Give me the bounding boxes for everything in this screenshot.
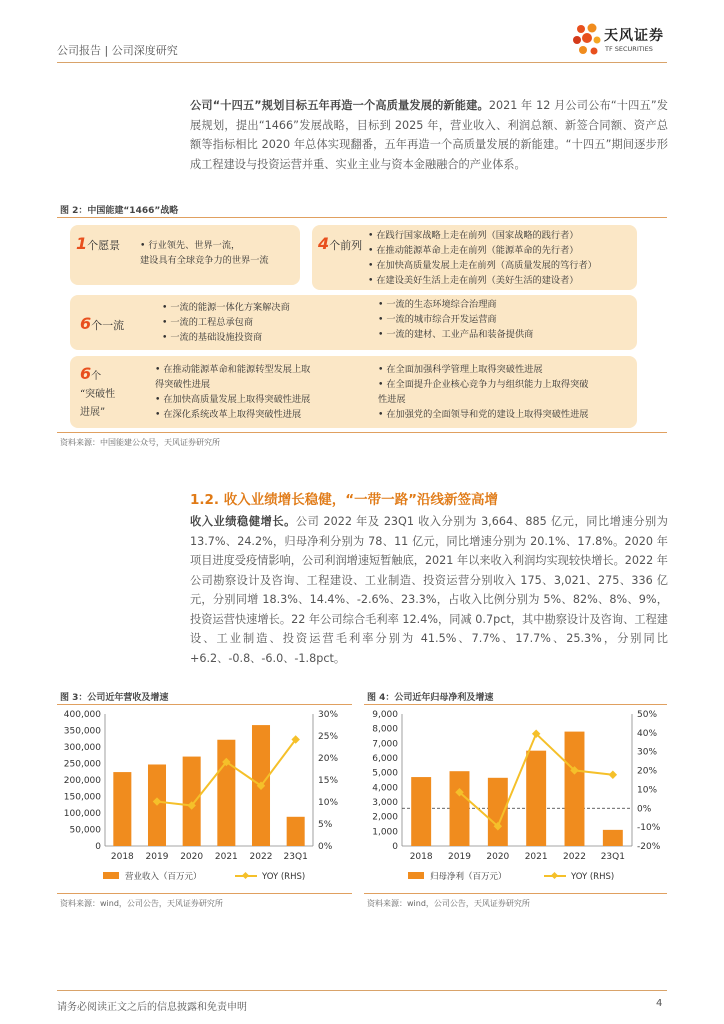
net-profit-chart [364,706,667,891]
y-right-tick-label: 5% [318,820,333,830]
y-right-tick-label: -10% [637,823,661,834]
bar [603,830,623,846]
figure2-title: 图 2：中国能建“1466”战略 [60,206,179,216]
bar [113,772,131,846]
x-tick-label: 2020 [486,852,510,862]
x-tick-label: 2018 [110,852,134,862]
figure3-bottom-divider [57,893,352,894]
first-class-left-1: • 一流的能源一体化方案解决商 [162,302,290,313]
forefront-item-1: • 在践行国家战略上走在前列（国家战略的践行者） [368,230,579,241]
breakthrough-right-1: • 在全面加强科学管理上取得突破性进展 [378,364,543,375]
first-class-left-3: • 一流的基础设施投资商 [162,332,263,343]
revenue-chart [57,706,352,891]
vision-heading: 1个愿景 [76,234,121,253]
first-class-right-3: • 一流的建材、工业产品和装备提供商 [378,329,534,340]
figure2-source: 资料来源：中国能建公众号，天风证券研究所 [60,438,220,447]
y-left-tick-label: 0 [392,842,398,852]
y-left-tick-label: 6,000 [372,754,398,764]
figure4-top-divider [364,704,667,705]
figure4-title: 图 4：公司近年归母净利及增速 [367,693,494,703]
footer-divider [57,990,667,991]
intro-lead: 公司“十四五”规划目标五年再造一个高质量发展的新能建。 [190,99,489,112]
bar [565,732,585,846]
figure4-bottom-divider [364,893,667,894]
first-class-right-2: • 一流的城市综合开发运营商 [378,314,497,325]
vision-item-2: 建设具有全球竞争力的世界一流 [140,255,269,266]
x-tick-label: 2019 [145,852,169,862]
y-left-tick-label: 400,000 [63,710,101,720]
section-paragraph [190,512,668,668]
logo-text-cn: 天风证券 [604,28,664,44]
y-right-tick-label: 20% [318,754,339,764]
figure2-top-divider [57,217,667,218]
forefront-heading: 4个前列 [318,234,363,253]
y-left-tick-label: 200,000 [63,776,101,786]
breakthrough-right-3: 性进展 [378,394,406,405]
y-left-tick-label: 9,000 [372,710,398,720]
x-tick-label: 2018 [409,852,433,862]
y-right-tick-label: 50% [637,710,658,720]
legend-line-marker [551,872,558,879]
y-right-tick-label: 30% [637,747,658,758]
logo-mark-icon [572,22,602,58]
y-left-tick-label: 350,000 [63,726,101,737]
figure3-source: 资料来源：wind，公司公告，天风证券研究所 [60,899,223,908]
breakthrough-right-2: • 在全面提升企业核心竞争力与组织能力上取得突破 [378,379,589,390]
breakthrough-left-1: • 在推动能源革命和能源转型发展上取 [155,364,311,375]
first-class-left-2: • 一流的工程总承包商 [162,317,254,328]
y-right-tick-label: 25% [318,732,339,742]
bar [411,777,431,846]
bar [287,817,305,846]
y-left-tick-label: 250,000 [63,759,101,770]
figure2-bottom-divider [57,432,667,433]
legend-bar-label: 归母净利（百万元） [430,872,507,882]
breakthrough-right-4: • 在加强党的全面领导和党的建设上取得突破性进展 [378,409,589,420]
x-tick-label: 2021 [214,852,238,862]
breakthrough-left-4: • 在深化系统改革上取得突破性进展 [155,409,302,420]
y-left-tick-label: 1,000 [372,827,398,838]
bar [450,771,470,846]
y-left-tick-label: 8,000 [372,724,398,735]
y-left-tick-label: 5,000 [372,768,398,779]
y-right-tick-label: 30% [318,710,339,720]
section-title: 1.2. 收入业绩增长稳健，“一带一路”沿线新签高增 [190,492,498,508]
y-left-tick-label: 0 [95,842,101,852]
y-right-tick-label: 40% [637,728,658,739]
figure3-top-divider [57,704,352,705]
first-class-box [70,295,637,350]
y-left-tick-label: 3,000 [372,798,398,808]
breakthrough-heading: 6个 “突破性 进展” [80,364,116,418]
breakthrough-left-2: 得突破性进展 [155,379,211,390]
bar [526,751,546,846]
legend-line-marker [242,872,249,879]
y-right-tick-label: -20% [637,842,661,852]
footer-disclaimer: 请务必阅读正文之后的信息披露和免责申明 [57,1002,247,1013]
section-lead: 收入业绩稳健增长。 [190,515,296,528]
legend-bar-swatch [408,872,424,879]
y-right-tick-label: 20% [637,766,658,777]
y-right-tick-label: 10% [637,785,658,796]
y-left-tick-label: 7,000 [372,739,398,750]
legend-line-label: YOY (RHS) [571,872,615,882]
y-left-tick-label: 300,000 [63,743,101,753]
logo-text-en: TF SECURITIES [605,45,653,53]
y-left-tick-label: 150,000 [63,792,101,803]
first-class-right-1: • 一流的生态环境综合治理商 [378,299,497,310]
intro-paragraph [190,96,668,174]
x-tick-label: 23Q1 [283,852,308,862]
legend-bar-label: 营业收入（百万元） [125,872,202,882]
x-tick-label: 2022 [249,852,273,862]
legend-bar-swatch [103,872,119,879]
report-type-label: 公司报告 | 公司深度研究 [57,44,178,57]
section-body: 公司 2022 年及 23Q1 收入分别为 3,664、885 亿元，同比增速分别为 13.7%、24.2%，归母净利分别为 78、11 亿元，同比增速分别为 20.1%、17.8%。2020 年项目进度受疫情影响，公司利润增速短暂触底，2021 年以来收入利润均实现较快增长。2022 年公司勘察设计及咨询、工程建设、工业制造、投资运营分别收入 175、3,021、275、336 亿元，分别同增 18.3%、14.4%、-2.6%、23.3%，占收入比例分别为 5%、82%、8%、9%，投资运营快速增长。22 年公司综合毛利率 12.4%，同减 0.7pct，其中勘察设计及咨询、工程建设、工业制造、投资运营毛利率分别为 41.5%、7.7%、17.7%、25.3%，分别同比+6.2、-0.8、-6.0、-1.8pct。 [190,515,668,665]
vision-item-1: • 行业领先、世界一流， [140,240,241,251]
y-left-tick-label: 2,000 [372,812,398,823]
y-right-tick-label: 0% [318,842,333,852]
page-number: 4 [656,998,663,1009]
y-left-tick-label: 50,000 [69,825,101,836]
intro-body: 2021 年 12 月公司公布“十四五”发展规划，提出“1466”发展战略，目标到 2025 年，营业收入、利润总额、新签合同额、资产总额等指标相比 2020 年总体实现翻番，五年再造一个高质量发展的新能建。“十四五”期间逐步形成工程建设与投资运营并重、实业主业与资本金融融合的产业体系。 [190,99,668,171]
legend-line-label: YOY (RHS) [262,872,306,882]
y-right-tick-label: 10% [318,798,339,808]
yoy-point [609,770,617,778]
x-tick-label: 23Q1 [600,852,625,862]
y-right-tick-label: 0% [637,804,652,815]
brand-logo [572,22,692,64]
bar [217,740,235,846]
x-tick-label: 2022 [563,852,586,862]
figure3-title: 图 3：公司近年营收及增速 [60,693,169,703]
forefront-item-2: • 在推动能源革命上走在前列（能源革命的先行者） [368,245,579,256]
breakthrough-left-3: • 在加快高质量发展上取得突破性进展 [155,394,311,405]
forefront-item-4: • 在建设美好生活上走在前列（美好生活的建设者） [368,275,579,286]
x-tick-label: 2021 [524,852,548,862]
first-class-heading: 6个一流 [80,314,125,333]
y-left-tick-label: 4,000 [372,783,398,794]
x-tick-label: 2019 [448,852,471,862]
forefront-item-3: • 在加快高质量发展上走在前列（高质量发展的笃行者） [368,260,597,271]
y-left-tick-label: 100,000 [63,809,101,819]
y-right-tick-label: 15% [318,776,339,786]
x-tick-label: 2020 [180,852,204,862]
figure4-source: 资料来源：wind，公司公告，天风证券研究所 [367,899,530,908]
